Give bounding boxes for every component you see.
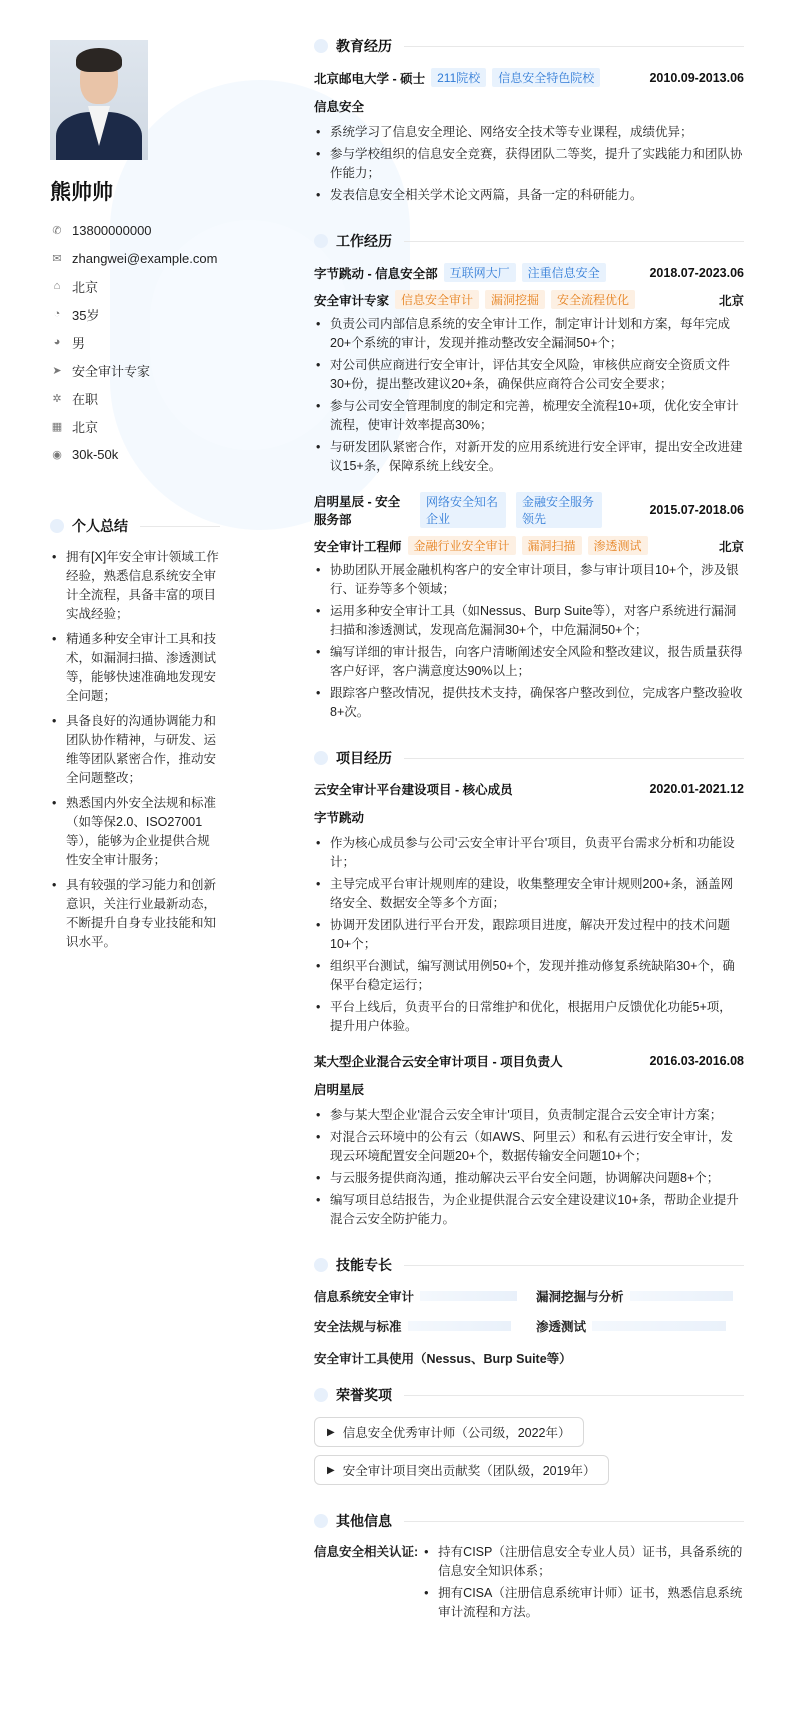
work-bullet: • 跟踪客户整改情况，提供技术支持，确保客户整改到位，完成客户整改验收8+次。	[314, 684, 744, 722]
company-tag: 注重信息安全	[522, 263, 606, 282]
project-entry	[314, 780, 744, 1036]
contact-text: 35岁	[72, 307, 100, 323]
summary-item: • 具有较强的学习能力和创新意识，关注行业最新动态，不断提升自身专业技能和知识水平。	[50, 876, 220, 952]
project-bullet: • 协调开发团队进行平台开发，跟踪项目进度，解决开发过程中的技术问题10+个；	[314, 916, 744, 954]
company-row	[314, 492, 602, 528]
award-list	[314, 1417, 744, 1493]
work-bullets	[314, 561, 744, 722]
award-item[interactable]	[314, 1417, 584, 1447]
skill-level-fill	[511, 1321, 522, 1331]
section-title: 个人总结	[72, 518, 128, 534]
project-bullet: • 组织平台测试，编写测试用例50+个，发现并推动修复系统缺陷30+个，确保平台稳定运行；	[314, 957, 744, 995]
education-date: 2010.09-2013.06	[649, 70, 744, 85]
award-text: 信息安全优秀审计师（公司级，2022年）	[342, 1426, 571, 1440]
contact-info-list	[50, 216, 220, 468]
project-date: 2020.01-2021.12	[649, 782, 744, 796]
work-bullet: • 协助团队开展金融机构客户的安全审计项目，参与审计项目10+个，涉及银行、证券等多个领域；	[314, 561, 744, 599]
project-bullets	[314, 834, 744, 1036]
work-bullet: • 与研发团队紧密合作，对新开发的应用系统进行安全评审，提出安全改进建议15+条，保障系统上线安全。	[314, 438, 744, 476]
contact-text: 北京	[72, 419, 99, 435]
project-header	[314, 1052, 744, 1070]
project-bullet: • 编写项目总结报告，为企业提供混合云安全建设建议10+条，帮助企业提升混合云安全防护能力。	[314, 1191, 744, 1229]
work-bullet: • 运用多种安全审计工具（如Nessus、Burp Suite等），对客户系统进行漏洞扫描和渗透测试，发现高危漏洞30+个，中危漏洞50+个；	[314, 602, 744, 640]
section-dot-icon	[314, 751, 328, 765]
divider	[404, 46, 744, 47]
profile-name: 熊帅帅	[50, 181, 113, 204]
home-icon: ⌂	[53, 280, 61, 292]
role-row	[314, 290, 744, 309]
section-dot-icon	[314, 234, 328, 248]
project-bullet: • 与云服务提供商沟通，推动解决云平台安全问题，协调解决问题8+个；	[314, 1169, 744, 1188]
skill-extra	[314, 1349, 744, 1367]
company-row	[314, 263, 606, 282]
company-tag: 网络安全知名企业	[420, 492, 506, 528]
work-header	[314, 492, 744, 528]
summary-section	[50, 516, 220, 952]
section-title: 其他信息	[336, 1513, 392, 1529]
project-bullet: • 作为核心成员参与公司'云安全审计平台'项目，负责平台需求分析和功能设计；	[314, 834, 744, 872]
skill-item	[314, 1287, 522, 1305]
skill-name: 安全审计工具使用（Nessus、Burp Suite等）	[314, 1352, 572, 1366]
section-header	[314, 36, 744, 56]
section-title: 教育经历	[336, 38, 392, 54]
education-bullet: • 参与学校组织的信息安全竞赛，获得团队二等奖，提升了实践能力和团队协作能力；	[314, 145, 744, 183]
right-column	[314, 36, 744, 1651]
education-section	[314, 36, 744, 205]
education-bullet: • 发表信息安全相关学术论文两篇，具备一定的科研能力。	[314, 186, 744, 205]
skill-level-fill	[517, 1291, 522, 1301]
contact-text: 北京	[72, 279, 99, 295]
work-header	[314, 263, 744, 282]
award-row	[314, 1417, 744, 1455]
work-city: 北京	[718, 293, 744, 308]
section-dot-icon	[314, 1388, 328, 1402]
school-tag: 211院校	[431, 68, 486, 87]
divider	[140, 526, 220, 527]
section-title: 项目经历	[336, 750, 392, 766]
skill-grid	[314, 1287, 744, 1335]
contact-item	[50, 216, 220, 244]
education-list	[314, 123, 744, 205]
education-major: 信息安全	[314, 100, 365, 114]
project-header	[314, 780, 744, 798]
section-title: 技能专长	[336, 1257, 392, 1273]
skill-level-bar	[420, 1291, 522, 1301]
section-title: 荣誉奖项	[336, 1387, 392, 1403]
award-item[interactable]	[314, 1455, 609, 1485]
work-city: 北京	[718, 539, 744, 554]
section-title: 工作经历	[336, 233, 392, 249]
divider	[404, 1521, 744, 1522]
project-list	[314, 780, 744, 1229]
contact-item	[50, 356, 220, 384]
section-dot-icon	[314, 39, 328, 53]
summary-item: • 熟悉国内外安全法规和标准（如等保2.0、ISO27001等），能够为企业提供合规性安全审计服务；	[50, 794, 220, 870]
summary-list	[50, 548, 220, 952]
certification-item: • 持有CISP（注册信息安全专业人员）证书，具备系统的信息安全知识体系；	[422, 1543, 744, 1581]
avatar	[50, 40, 148, 160]
role-tag: 漏洞挖掘	[485, 290, 545, 309]
company-name: 启明星辰 - 安全服务部	[314, 495, 401, 527]
skill-level-bar	[630, 1291, 744, 1301]
skill-name: 安全法规与标准	[314, 1320, 402, 1334]
awards-section	[314, 1385, 744, 1493]
education-school-row	[314, 68, 600, 87]
phone-icon: ✆	[52, 224, 62, 237]
company-tag: 互联网大厂	[444, 263, 516, 282]
certification-row	[314, 1543, 744, 1625]
role-name: 安全审计专家	[314, 293, 390, 308]
section-header	[314, 748, 744, 768]
section-header	[314, 231, 744, 251]
contact-item	[50, 244, 220, 272]
mail-icon: ✉	[52, 252, 62, 265]
work-entry	[314, 263, 744, 476]
skill-level-fill	[726, 1321, 744, 1331]
section-dot-icon	[314, 1514, 328, 1528]
divider	[404, 1395, 744, 1396]
role-head	[314, 536, 648, 555]
role-tag: 金融行业安全审计	[408, 536, 516, 555]
divider	[404, 758, 744, 759]
project-bullet: • 参与某大型企业'混合云安全审计'项目，负责制定混合云安全审计方案；	[314, 1106, 744, 1125]
role-head	[314, 290, 635, 309]
project-bullets	[314, 1106, 744, 1229]
divider	[404, 241, 744, 242]
contact-text: 安全审计专家	[72, 363, 151, 379]
work-date: 2018.07-2023.06	[649, 265, 744, 280]
project-bullet: • 平台上线后，负责平台的日常维护和优化，根据用户反馈优化功能5+项，提升用户体验。	[314, 998, 744, 1036]
skill-item	[536, 1287, 744, 1305]
projects-section	[314, 748, 744, 1229]
certification-label: 信息安全相关认证:	[314, 1545, 419, 1559]
status-icon: ✲	[52, 392, 62, 405]
send-icon: ➤	[52, 364, 62, 377]
play-icon: ▶	[327, 1426, 335, 1438]
work-section	[314, 231, 744, 722]
other-section	[314, 1511, 744, 1625]
company-tag: 金融安全服务领先	[516, 492, 602, 528]
role-tag: 漏洞扫描	[522, 536, 582, 555]
gender-icon: ◕	[53, 336, 61, 348]
contact-text: 30k-50k	[72, 446, 119, 462]
award-text: 安全审计项目突出贡献奖（团队级，2019年）	[342, 1464, 596, 1478]
project-org: 字节跳动	[314, 811, 365, 825]
project-bullet: • 主导完成平台审计规则库的建设，收集整理安全审计规则200+条，涵盖网络安全、数据安全等多个方面；	[314, 875, 744, 913]
work-list	[314, 263, 744, 722]
project-entry	[314, 1052, 744, 1229]
role-row	[314, 536, 744, 555]
project-org: 启明星辰	[314, 1083, 365, 1097]
project-date: 2016.03-2016.08	[649, 1054, 744, 1068]
role-tag: 安全流程优化	[551, 290, 635, 309]
work-bullets	[314, 315, 744, 476]
work-bullet: • 参与公司安全管理制度的制定和完善，梳理安全流程10+项，优化安全审计流程，使审计效率提高30%；	[314, 397, 744, 435]
role-tag: 渗透测试	[588, 536, 648, 555]
work-bullet: • 对公司供应商进行安全审计，评估其安全风险，审核供应商安全资质文件30+份，提出整改建议20+条，确保供应商符合公司安全要求；	[314, 356, 744, 394]
role-name: 安全审计工程师	[314, 539, 402, 554]
skill-level-bar	[592, 1321, 744, 1331]
skill-level-fill	[733, 1291, 744, 1301]
work-bullet: • 负责公司内部信息系统的安全审计工作，制定审计计划和方案，每年完成20+个系统的审计，发现并推动整改安全漏洞50+个；	[314, 315, 744, 353]
summary-item: • 具备良好的沟通协调能力和团队协作精神，与研发、运维等团队紧密合作，推动安全问题整改；	[50, 712, 220, 788]
work-date: 2015.07-2018.06	[649, 503, 744, 517]
summary-item: • 拥有[X]年安全审计领域工作经验，熟悉信息系统安全审计全流程，具备丰富的项目实战经验；	[50, 548, 220, 624]
summary-item: • 精通多种安全审计工具和技术，如漏洞扫描、渗透测试等，能够快速准确地发现安全问题；	[50, 630, 220, 706]
work-bullet: • 编写详细的审计报告，向客户清晰阐述安全风险和整改建议，报告质量获得客户好评，客户满意度达90%以上；	[314, 643, 744, 681]
contact-text: 在职	[72, 391, 99, 407]
school-name: 北京邮电大学 - 硕士	[314, 71, 426, 86]
left-column	[50, 40, 220, 958]
role-tag: 信息安全审计	[395, 290, 479, 309]
section-header	[314, 1511, 744, 1531]
age-icon: ◔	[53, 308, 61, 320]
skill-item	[536, 1317, 744, 1335]
project-name: 云安全审计平台建设项目 - 核心成员	[314, 783, 513, 797]
section-header	[314, 1385, 744, 1405]
skills-section	[314, 1255, 744, 1367]
school-tag: 信息安全特色院校	[492, 68, 600, 87]
award-row	[314, 1455, 744, 1493]
project-bullet: • 对混合云环境中的公有云（如AWS、阿里云）和私有云进行安全审计，发现云环境配置安全问题20+个，数据传输安全问题10+个；	[314, 1128, 744, 1166]
contact-item	[50, 384, 220, 412]
skill-level-bar	[408, 1321, 522, 1331]
certification-item: • 拥有CISA（注册信息系统审计师）证书，熟悉信息系统审计流程和方法。	[422, 1584, 744, 1622]
contact-item	[50, 440, 220, 468]
skill-name: 信息系统安全审计	[314, 1290, 415, 1304]
education-bullet: • 系统学习了信息安全理论、网络安全技术等专业课程，成绩优异；	[314, 123, 744, 142]
certification-list	[422, 1543, 744, 1625]
play-icon: ▶	[327, 1464, 335, 1476]
section-dot-icon	[50, 519, 64, 533]
company-name: 字节跳动 - 信息安全部	[314, 266, 438, 281]
divider	[404, 1265, 744, 1266]
skill-name: 漏洞挖掘与分析	[536, 1290, 624, 1304]
contact-text: zhangwei@example.com	[72, 250, 218, 266]
skill-item	[314, 1317, 522, 1335]
work-entry	[314, 492, 744, 722]
contact-item	[50, 412, 220, 440]
section-dot-icon	[314, 1258, 328, 1272]
city-icon: ▦	[51, 420, 63, 433]
contact-item	[50, 328, 220, 356]
section-header	[50, 516, 220, 536]
contact-text: 13800000000	[72, 222, 152, 238]
contact-item	[50, 272, 220, 300]
project-name: 某大型企业混合云安全审计项目 - 项目负责人	[314, 1055, 563, 1069]
contact-item	[50, 300, 220, 328]
contact-text: 男	[72, 335, 86, 351]
salary-icon: ◉	[52, 448, 62, 461]
section-header	[314, 1255, 744, 1275]
education-header	[314, 68, 744, 87]
skill-name: 渗透测试	[536, 1320, 587, 1334]
